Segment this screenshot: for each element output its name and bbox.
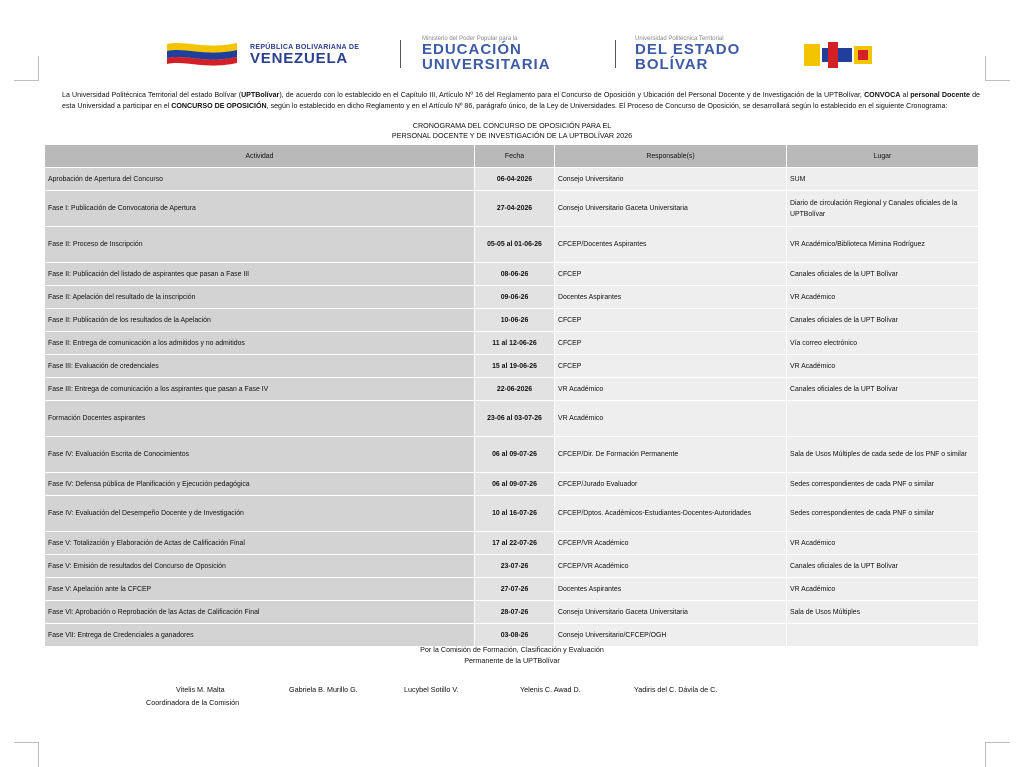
schedule-table (44, 144, 979, 647)
crop-mark-bottom-right (985, 742, 1010, 767)
table-row (45, 578, 979, 601)
cell-actividad: Fase III: Entrega de comunicación a los aspirantes que pasan a Fase IV (45, 378, 475, 401)
cell-lugar: Canales oficiales de la UPT Bolívar (787, 309, 979, 332)
header-lugar: Lugar (787, 145, 979, 168)
cell-responsables: CFCEP (555, 355, 787, 378)
cell-fecha: 11 al 12-06-26 (475, 332, 555, 355)
cell-lugar: SUM (787, 168, 979, 191)
intro-bold: CONVOCA (864, 91, 901, 100)
table-row (45, 286, 979, 309)
intro-paragraph (62, 90, 980, 111)
intro-text: ), de acuerdo con lo establecido en el Capítulo III, Artículo Nº 16 del Reglamento para el Concurso de Oposición y Ubicación del Personal Docente y de Investigación de la UPTBolívar, (279, 91, 865, 100)
intro-text: , según lo establecido en dicho Reglamento y en el Artículo Nº 86, parágrafo único, de la Ley de Universidades. El Proceso de Concurso de Oposición, se desarrollará según lo establecido en el siguiente Cronograma: (266, 101, 948, 110)
signature-block (146, 683, 239, 709)
signature-name: Yelenis C. Awad D. (520, 685, 581, 694)
republica-line: REPÚBLICA BOLIVARIANA DE (250, 44, 360, 51)
cell-fecha: 09-06-26 (475, 286, 555, 309)
cell-lugar: Vía correo electrónico (787, 332, 979, 355)
cell-responsables: Consejo Universitario (555, 168, 787, 191)
cell-lugar: Sedes correspondientes de cada PNF o similar (787, 473, 979, 496)
intro-bold: CONCURSO DE OPOSICIÓN (171, 101, 267, 110)
table-row (45, 191, 979, 227)
intro-bold: UPTBolívar (241, 91, 280, 100)
cell-lugar (787, 401, 979, 437)
cell-fecha: 08-06-26 (475, 263, 555, 286)
cell-actividad: Fase IV: Defensa pública de Planificación y Ejecución pedagógica (45, 473, 475, 496)
table-row (45, 601, 979, 624)
header-fecha: Fecha (475, 145, 555, 168)
header-actividad: Actividad (45, 145, 475, 168)
cell-fecha: 10-06-26 (475, 309, 555, 332)
cell-actividad: Fase II: Entrega de comunicación a los admitidos y no admitidos (45, 332, 475, 355)
university-label (635, 36, 740, 72)
schedule-title-line1: CRONOGRAMA DEL CONCURSO DE OPOSICIÓN PARA EL (412, 121, 612, 130)
signature-block (634, 683, 717, 696)
cell-lugar: Sedes correspondientes de cada PNF o similar (787, 496, 979, 532)
cell-lugar: VR Académico (787, 578, 979, 601)
cell-actividad: Fase II: Publicación del listado de aspirantes que pasan a Fase III (45, 263, 475, 286)
table-row (45, 378, 979, 401)
cell-actividad: Fase II: Publicación de los resultados de la Apelación (45, 309, 475, 332)
table-row (45, 555, 979, 578)
signature-role: Coordinadora de la Comisión (146, 698, 240, 707)
cell-actividad: Fase V: Apelación ante la CFCEP (45, 578, 475, 601)
cell-fecha: 06 al 09-07-26 (475, 473, 555, 496)
table-row (45, 309, 979, 332)
schedule-title-line2: PERSONAL DOCENTE Y DE INVESTIGACIÓN DE LA UPTBOLÍVAR 2026 (391, 131, 633, 140)
cell-responsables: Consejo Universitario/CFCEP/OGH (555, 624, 787, 647)
cell-fecha: 15 al 19-06-26 (475, 355, 555, 378)
signature-block (520, 683, 581, 696)
table-row (45, 496, 979, 532)
cell-fecha: 06-04-2026 (475, 168, 555, 191)
cell-lugar: Canales oficiales de la UPT Bolívar (787, 378, 979, 401)
header-responsables: Responsable(s) (555, 145, 787, 168)
table-row (45, 168, 979, 191)
signature-name: Gabriela B. Murillo G. (289, 685, 358, 694)
cell-fecha: 27-04-2026 (475, 191, 555, 227)
cell-responsables: CFCEP (555, 332, 787, 355)
signature-block (404, 683, 458, 696)
cell-responsables: VR Académico (555, 401, 787, 437)
cell-fecha: 22-06-2026 (475, 378, 555, 401)
schedule-rows (45, 168, 979, 647)
cell-lugar: Canales oficiales de la UPT Bolívar (787, 263, 979, 286)
cell-actividad: Fase V: Emisión de resultados del Concurso de Oposición (45, 555, 475, 578)
intro-text: La Universidad Politécnica Territorial del estado Bolívar ( (62, 91, 242, 100)
cell-lugar: VR Académico (787, 532, 979, 555)
table-row (45, 332, 979, 355)
table-row (45, 263, 979, 286)
cell-actividad: Formación Docentes aspirantes (45, 401, 475, 437)
uptbolivar-logo (800, 40, 876, 70)
signature-name: Yadiris del C. Dávila de C. (634, 685, 718, 694)
cell-lugar: VR Académico (787, 355, 979, 378)
header-divider (615, 40, 616, 68)
cell-actividad: Fase II: Proceso de Inscripción (45, 227, 475, 263)
footer-line1: Por la Comisión de Formación, Clasificación y Evaluación (420, 645, 604, 654)
intro-text: de esta Universidad a participar en el (62, 91, 980, 110)
venezuela-flag-logo (165, 40, 239, 66)
cell-responsables: CFCEP/Dir. De Formación Permanente (555, 437, 787, 473)
cell-responsables: CFCEP (555, 309, 787, 332)
signature-block (289, 683, 358, 696)
table-row (45, 473, 979, 496)
table-row (45, 532, 979, 555)
university-line1: DEL ESTADO (635, 41, 741, 58)
cell-actividad: Fase I: Publicación de Convocatoria de Apertura (45, 191, 475, 227)
cell-actividad: Fase IV: Evaluación Escrita de Conocimientos (45, 437, 475, 473)
ministry-line1: EDUCACIÓN (422, 41, 522, 58)
table-row (45, 401, 979, 437)
cell-lugar: Canales oficiales de la UPT Bolívar (787, 555, 979, 578)
cell-fecha: 06 al 09-07-26 (475, 437, 555, 473)
cell-responsables: Docentes Aspirantes (555, 578, 787, 601)
cell-lugar: VR Académico/Biblioteca Mimina Rodríguez (787, 227, 979, 263)
cell-actividad: Fase II: Apelación del resultado de la inscripción (45, 286, 475, 309)
ministry-small: Ministerio del Poder Popular para la (422, 36, 518, 42)
signature-name: Vitelis M. Malta (176, 685, 225, 694)
cell-actividad: Fase VI: Aprobación o Reprobación de las Actas de Calificación Final (45, 601, 475, 624)
table-row (45, 227, 979, 263)
cell-actividad: Fase VII: Entrega de Credenciales a ganadores (45, 624, 475, 647)
cell-fecha: 17 al 22-07-26 (475, 532, 555, 555)
cell-lugar: Sala de Usos Múltiples de cada sede de los PNF o similar (787, 437, 979, 473)
cell-fecha: 10 al 16-07-26 (475, 496, 555, 532)
table-row (45, 437, 979, 473)
cell-responsables: Consejo Universitario Gaceta Universitaria (555, 601, 787, 624)
cell-lugar: Diario de circulación Regional y Canales oficiales de la UPTBolívar (787, 191, 979, 227)
footer-line2: Permanente de la UPTBolívar (464, 656, 560, 665)
cell-actividad: Fase III: Evaluación de credenciales (45, 355, 475, 378)
university-line2: BOLÍVAR (635, 56, 709, 73)
crop-mark-bottom-left (14, 742, 39, 767)
venezuela-line: VENEZUELA (250, 50, 349, 67)
cell-responsables: CFCEP (555, 263, 787, 286)
document-header (160, 34, 880, 74)
cell-responsables: CFCEP/Dptos. Académicos-Estudiantes-Docentes-Autoridades (555, 496, 787, 532)
intro-bold: personal Docente (910, 91, 970, 100)
header-divider (400, 40, 401, 68)
cell-fecha: 27-07-26 (475, 578, 555, 601)
university-small: Universidad Politécnica Territorial (635, 36, 724, 42)
crop-mark-top-left (14, 56, 39, 81)
cell-actividad: Fase IV: Evaluación del Desempeño Docente y de Investigación (45, 496, 475, 532)
republica-label (250, 44, 359, 66)
cell-responsables: CFCEP/Docentes Aspirantes (555, 227, 787, 263)
cell-responsables: CFCEP/VR Académico (555, 555, 787, 578)
cell-lugar: Sala de Usos Múltiples (787, 601, 979, 624)
intro-text: al (900, 91, 911, 100)
table-row (45, 355, 979, 378)
cell-responsables: VR Académico (555, 378, 787, 401)
cell-responsables: CFCEP/VR Académico (555, 532, 787, 555)
crop-mark-top-right (985, 56, 1010, 81)
table-header-row (45, 145, 979, 168)
ministry-label (422, 36, 551, 72)
cell-fecha: 23-07-26 (475, 555, 555, 578)
cell-actividad: Aprobación de Apertura del Concurso (45, 168, 475, 191)
cell-actividad: Fase V: Totalización y Elaboración de Actas de Calificación Final (45, 532, 475, 555)
cell-fecha: 23-06 al 03-07-26 (475, 401, 555, 437)
signature-name: Lucybel Sotillo V. (404, 685, 459, 694)
cell-fecha: 03-08-26 (475, 624, 555, 647)
cell-fecha: 28-07-26 (475, 601, 555, 624)
ministry-line2: UNIVERSITARIA (422, 56, 551, 73)
cell-responsables: Docentes Aspirantes (555, 286, 787, 309)
cell-responsables: Consejo Universitario Gaceta Universitaria (555, 191, 787, 227)
cell-lugar: VR Académico (787, 286, 979, 309)
cell-fecha: 05-05 al 01-06-26 (475, 227, 555, 263)
cell-responsables: CFCEP/Jurado Evaluador (555, 473, 787, 496)
